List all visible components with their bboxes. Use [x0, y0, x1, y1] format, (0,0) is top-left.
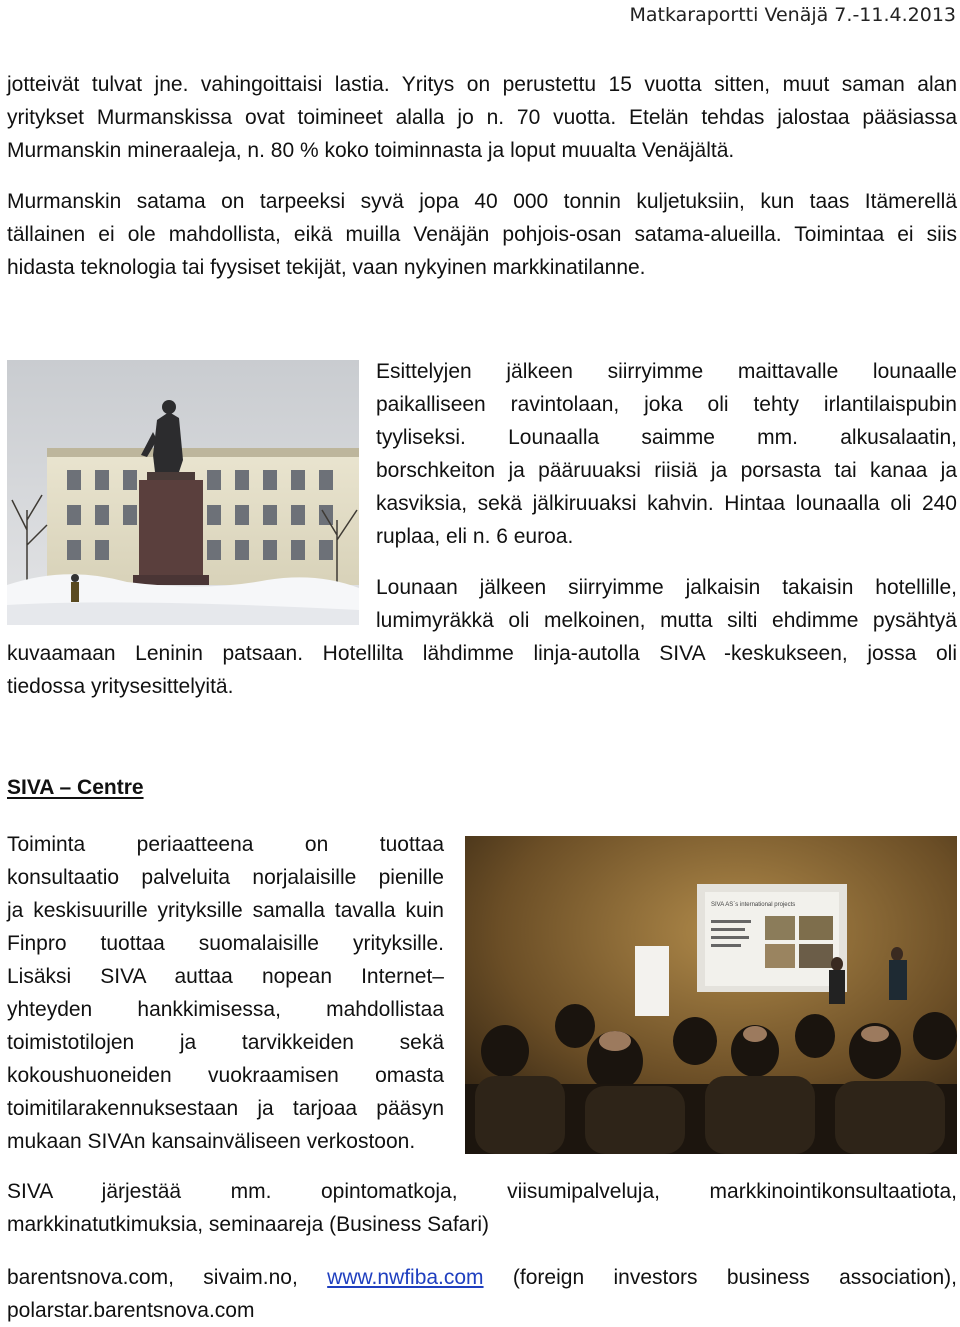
- page-header: Matkaraportti Venäjä 7.-11.4.2013: [629, 4, 956, 26]
- text-line: Finpro tuottaa suomalaisille yrityksille.: [7, 932, 444, 955]
- text-line: hidasta teknologia tai fyysiset tekijät, vaan nykyinen markkinatilanne.: [7, 256, 646, 279]
- text-line: markkinatutkimuksia, seminaareja (Business Safari): [7, 1213, 490, 1236]
- text-line: tiedossa yritysesittelyitä.: [7, 675, 234, 698]
- text-line: ruplaa, eli n. 6 euroa.: [376, 525, 574, 548]
- paragraph-links: [7, 1261, 957, 1327]
- paragraph-port: [7, 185, 957, 284]
- text-line: [7, 1261, 957, 1294]
- text-line: konsultaatio palveluita norjalaisille pienille: [7, 866, 444, 889]
- text-line: mukaan SIVAn kansainväliseen verkostoon.: [7, 1130, 416, 1153]
- text-line: kasviksia, sekä jälkiruuaksi kahvin. Hintaa lounaalla oli 240: [376, 492, 957, 515]
- text-line: yritykset Murmanskissa ovat toimineet alalla jo n. 70 vuotta. Etelän tehdas jalostaa pääsiassa: [7, 106, 957, 129]
- text-line: yhteyden hankkimisessa, mahdollistaa: [7, 998, 444, 1021]
- paragraph-after-lunch: [7, 571, 957, 703]
- text-line: Murmanskin mineraaleja, n. 80 % koko toiminnasta ja loput muualta Venäjältä.: [7, 139, 735, 162]
- section-heading: SIVA – Centre: [7, 776, 144, 799]
- nwfiba-link[interactable]: www.nwfiba.com: [327, 1266, 484, 1289]
- text-line: ja keskisuurille yrityksille samalla tavalla kuin: [7, 899, 444, 922]
- text-line: Lounaan jälkeen siirryimme jalkaisin takaisin hotellille,: [376, 576, 957, 599]
- siva-presentation-photo: [465, 836, 957, 1154]
- paragraph-siva-services: [7, 1175, 957, 1241]
- text-line: SIVA järjestää mm. opintomatkoja, viisumipalveluja, markkinointikonsultaatiota,: [7, 1180, 957, 1203]
- text-line: toimistotilojen ja tarvikkeiden sekä: [7, 1031, 444, 1054]
- text-line: borschkeiton ja pääruuaksi riisiä ja porsasta tai kanaa ja: [376, 459, 957, 482]
- text-line: tyyliseksi. Lounaalla saimme mm. alkusalaatin,: [376, 426, 957, 449]
- text-line: Esittelyjen jälkeen siirryimme maittavalle lounaalle: [376, 360, 957, 383]
- links-text-b: (foreign investors business association),: [512, 1266, 957, 1289]
- paragraph-lunch: [376, 355, 957, 553]
- text-line: kuvaamaan Leninin patsaan. Hotellilta lähdimme linja-autolla SIVA -keskukseen, jossa oli: [7, 642, 957, 665]
- text-line: polarstar.barentsnova.com: [7, 1299, 255, 1322]
- paragraph-intro: [7, 68, 957, 167]
- text-line: Murmanskin satama on tarpeeksi syvä jopa 40 000 tonnin kuljetuksiin, kun taas Itämerellä: [7, 190, 957, 213]
- text-line: Lisäksi SIVA auttaa nopean Internet–: [7, 965, 444, 988]
- text-line: Toiminta periaatteena on tuottaa: [7, 833, 444, 856]
- paragraph-siva: [7, 828, 444, 1158]
- text-line: paikalliseen ravintolaan, joka oli tehty irlantilaispubin: [376, 393, 957, 416]
- text-line: jotteivät tulvat jne. vahingoittaisi lastia. Yritys on perustettu 15 vuotta sitten, muut saman alan: [7, 73, 957, 96]
- text-line: tällainen ei ole mahdollista, eikä muilla Venäjän pohjois-osan satama-alueilla. Toimintaa ei siis: [7, 223, 957, 246]
- text-line: kokoushuoneiden vuokraamisen omasta: [7, 1064, 444, 1087]
- slide-title: SIVA AS`s international projects: [711, 902, 796, 908]
- links-text-a: barentsnova.com, sivaim.no,: [7, 1266, 298, 1289]
- text-line: toimitilarakennuksestaan ja tarjoaa pääsyn: [7, 1097, 444, 1120]
- text-line: lumimyräkkä oli melkoinen, mutta silti ehdimme pysähtyä: [376, 609, 957, 632]
